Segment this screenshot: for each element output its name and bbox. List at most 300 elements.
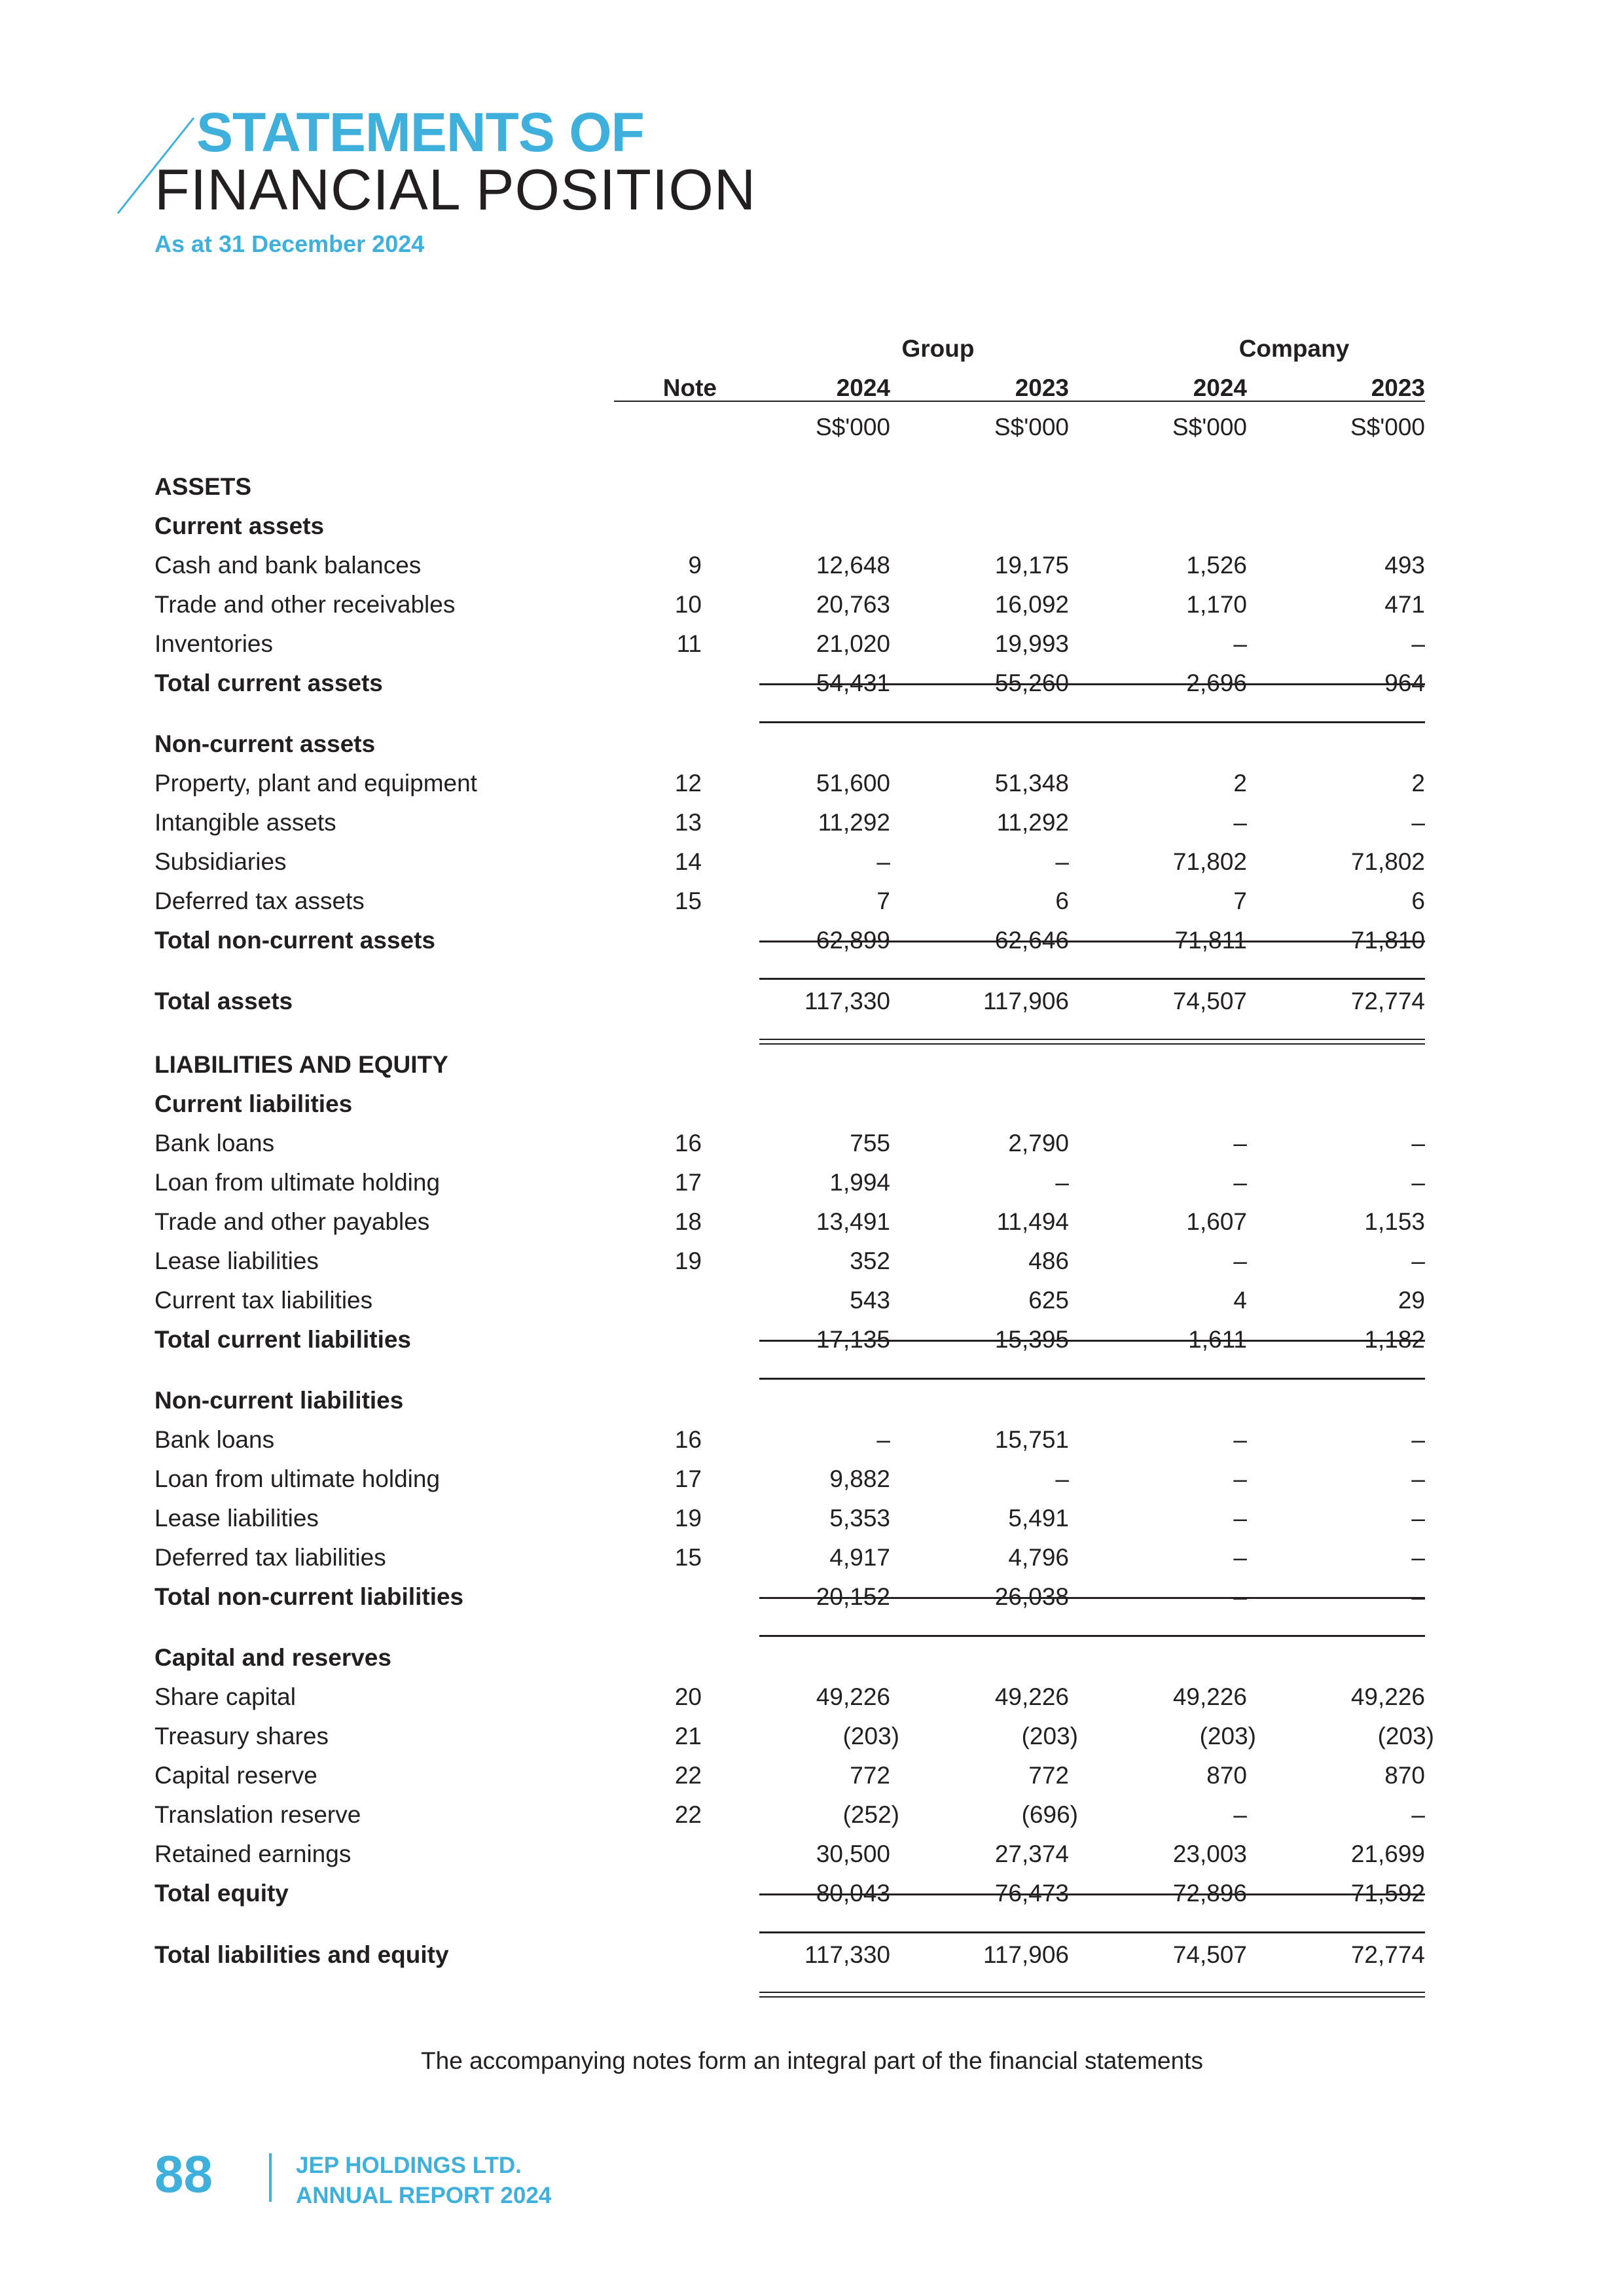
company-2023-value: 6 [1411,888,1425,914]
value-cell [1294,1242,1425,1281]
group-column-header: Group [901,335,975,362]
footnote: The accompanying notes form an integral part of the financial statements [421,2047,1203,2074]
company-2023-value: 471 [1384,591,1425,618]
value-cell [938,842,1069,882]
value-cell [1116,982,1247,1021]
group-2024-value: 5,353 [829,1505,890,1532]
section-heading-row [0,1085,1624,1124]
row-label: Deferred tax liabilities [154,1544,386,1571]
group-2023-value: 117,906 [983,988,1069,1014]
company-2024-value: 74,507 [1172,988,1247,1014]
value-cell [938,1717,1078,1756]
value-cell [1116,1163,1247,1202]
company-2023-value: 21,699 [1350,1840,1425,1867]
value-cell [759,1538,890,1577]
note-cell: 19 [674,1505,702,1532]
group-2024-value: 21,020 [816,630,890,657]
value-cell [759,764,890,803]
row-label: Total current liabilities [154,1326,412,1353]
group-2024-value: 117,330 [804,1941,890,1968]
group-2023-value: (696) [1021,1801,1078,1828]
value-cell [759,1202,890,1242]
group-2024-value: – [876,1426,890,1453]
value-cell [1294,1281,1425,1320]
company-2024-value: 71,802 [1172,848,1247,875]
value-cell [759,1420,890,1460]
row-label: Share capital [154,1683,296,1710]
company-2024-value: – [1233,809,1247,836]
group-2023-value: 27,374 [994,1840,1069,1867]
table-row [0,1460,1624,1499]
company-2024-value: 1,607 [1186,1208,1247,1235]
section-heading-row [0,467,1624,507]
table-row [0,546,1624,585]
company-2023-value: 964 [1384,670,1425,696]
value-cell [938,546,1069,585]
table-row [0,803,1624,842]
value-cell [1294,585,1425,624]
value-cell [1294,624,1425,664]
table-row [0,764,1624,803]
footer-company-block [296,2151,551,2211]
company-2024-value: – [1233,1505,1247,1532]
row-label: Translation reserve [154,1801,361,1828]
note-cell: 16 [674,1426,702,1453]
company-2024-value: 7 [1233,888,1247,914]
total-row [0,1935,1624,1975]
total-rule [759,721,1425,723]
footer-divider [269,2153,272,2202]
total-row [0,982,1624,1021]
note-cell: 14 [674,848,702,875]
value-cell [1116,1420,1247,1460]
row-label: Deferred tax assets [154,888,365,914]
table-row [0,1795,1624,1835]
unit-label: S$'000 [994,414,1069,440]
section-heading: LIABILITIES AND EQUITY [154,1051,448,1078]
group-2023-value: 772 [1028,1762,1069,1789]
group-2024-value: 62,899 [816,927,890,954]
company-2024-value: 71,811 [1174,927,1247,954]
value-cell [759,1717,899,1756]
company-2023-value: 72,774 [1350,988,1425,1014]
row-label: Trade and other receivables [154,591,456,618]
section-heading: Current assets [154,512,325,539]
value-cell [1294,1935,1425,1975]
note-cell: 10 [674,591,702,618]
page-title-line2: FINANCIAL POSITION [154,157,757,222]
company-2024-value: – [1233,1130,1247,1157]
section-heading: Non-current liabilities [154,1387,404,1414]
page-subtitle: As at 31 December 2024 [154,230,425,257]
company-2024-value: 870 [1206,1762,1247,1789]
table-row [0,1420,1624,1460]
total-rule [759,941,1425,942]
column-group-header-row [0,329,1624,368]
value-cell [1116,1717,1256,1756]
value-cell [1294,764,1425,803]
value-cell [1294,842,1425,882]
value-cell [938,1935,1069,1975]
section-heading-row [0,1045,1624,1085]
company-2023-value: 1,153 [1364,1208,1425,1235]
note-cell: 16 [674,1130,702,1157]
group-2024-value: 20,152 [816,1583,890,1610]
value-cell [1294,1460,1425,1499]
group-2024-value: 7 [876,888,890,914]
value-cell [1116,1756,1247,1795]
footer-company-name: JEP HOLDINGS LTD. [296,2153,522,2178]
value-cell [1116,585,1247,624]
row-label: Total equity [154,1880,289,1907]
company-2024-value: 74,507 [1172,1941,1247,1968]
value-cell [1116,764,1247,803]
group-2023-value: 6 [1055,888,1069,914]
value-cell [759,1163,890,1202]
group-2024-value: 51,600 [816,770,890,797]
value-cell [1116,1835,1247,1874]
group-2023-header: 2023 [1015,374,1069,401]
company-column-header: Company [1238,335,1350,362]
group-2023-value: 19,175 [994,552,1069,579]
value-cell [1116,1795,1247,1835]
group-2023-value: 486 [1028,1247,1069,1274]
note-cell: 22 [674,1762,702,1789]
company-2024-value: 1,170 [1186,591,1247,618]
row-label: Capital reserve [154,1762,317,1789]
note-cell: 21 [674,1723,702,1749]
value-cell [1116,842,1247,882]
unit-label: S$'000 [1350,414,1425,440]
company-2024-value: – [1233,1583,1247,1610]
company-2024-value: 23,003 [1172,1840,1247,1867]
company-2023-value: 29 [1398,1287,1425,1314]
value-cell [938,1795,1078,1835]
section-heading: Non-current assets [154,730,376,757]
page-number: 88 [154,2145,213,2203]
table-row [0,1677,1624,1717]
value-cell [759,1677,890,1717]
value-cell [938,1460,1069,1499]
value-cell [1116,1538,1247,1577]
group-2023-value: 5,491 [1008,1505,1069,1532]
row-label: Loan from ultimate holding [154,1465,441,1492]
table-row [0,624,1624,664]
group-2023-value: 51,348 [994,770,1069,797]
group-2023-value: 2,790 [1008,1130,1069,1157]
value-cell [938,1420,1069,1460]
note-column-header: Note [662,374,717,401]
note-cell: 15 [674,888,702,914]
value-cell [938,624,1069,664]
section-heading-row [0,1381,1624,1420]
company-2024-value: 72,896 [1172,1880,1247,1907]
value-cell [1294,546,1425,585]
company-2023-value: 2 [1411,770,1425,797]
row-label: Trade and other payables [154,1208,430,1235]
total-rule [759,978,1425,980]
group-2024-value: 30,500 [816,1840,890,1867]
row-label: Treasury shares [154,1723,329,1749]
company-2024-value: – [1233,1465,1247,1492]
value-cell [938,882,1069,921]
section-heading-row [0,725,1624,764]
value-cell [1116,803,1247,842]
value-cell [938,1281,1069,1320]
row-label: Inventories [154,630,273,657]
table-row [0,1717,1624,1756]
unit-label: S$'000 [815,414,890,440]
row-label: Lease liabilities [154,1247,319,1274]
value-cell [1294,1677,1425,1717]
value-cell [1294,1717,1434,1756]
value-cell [1116,1124,1247,1163]
value-cell [1294,1499,1425,1538]
row-label: Lease liabilities [154,1505,319,1532]
row-label: Current tax liabilities [154,1287,373,1314]
company-2024-value: – [1233,1544,1247,1571]
company-2023-value: – [1411,630,1425,657]
company-2024-value: – [1233,1169,1247,1196]
total-rule [759,1635,1425,1637]
value-cell [759,1124,890,1163]
company-2023-value: 71,802 [1350,848,1425,875]
company-2024-value: 1,526 [1186,552,1247,579]
footer-report-title: ANNUAL REPORT 2024 [296,2183,552,2208]
value-cell [938,1163,1069,1202]
value-cell [759,882,890,921]
total-rule [759,1597,1425,1599]
group-2024-value: 4,917 [829,1544,890,1571]
group-2023-value: – [1055,1169,1069,1196]
table-row [0,585,1624,624]
value-cell [759,546,890,585]
table-row [0,1499,1624,1538]
group-2024-value: 80,043 [816,1880,890,1907]
section-heading-row [0,1638,1624,1677]
double-underline [759,1992,1425,1998]
row-label: Intangible assets [154,809,336,836]
value-cell [759,803,890,842]
company-2023-value: – [1411,1426,1425,1453]
company-2024-value: 2 [1233,770,1247,797]
value-cell [759,842,890,882]
group-2024-value: (203) [842,1723,899,1749]
value-cell [938,1677,1069,1717]
group-2024-value: – [876,848,890,875]
table-row [0,882,1624,921]
row-label: Bank loans [154,1426,275,1453]
group-2024-value: 20,763 [816,591,890,618]
value-cell [759,1756,890,1795]
group-2023-value: 16,092 [994,591,1069,618]
value-cell [1294,803,1425,842]
group-2024-value: 117,330 [804,988,890,1014]
note-cell: 17 [674,1169,702,1196]
value-cell [1116,1202,1247,1242]
value-cell [938,585,1069,624]
value-cell [938,1835,1069,1874]
group-2024-value: 12,648 [816,552,890,579]
table-row [0,1538,1624,1577]
note-cell: 18 [674,1208,702,1235]
group-2024-value: 755 [850,1130,890,1157]
company-2024-value: (203) [1199,1723,1256,1749]
table-row [0,1756,1624,1795]
value-cell [1116,1677,1247,1717]
company-2024-value: 49,226 [1172,1683,1247,1710]
value-cell [1294,1835,1425,1874]
row-label: Total assets [154,988,293,1014]
table-row [0,1281,1624,1320]
value-cell [759,982,890,1021]
group-2023-value: 19,993 [994,630,1069,657]
row-label: Property, plant and equipment [154,770,477,797]
page-title-line1: STATEMENTS OF [196,101,644,163]
value-cell [1294,1756,1425,1795]
group-2023-value: 625 [1028,1287,1069,1314]
value-cell [1294,1202,1425,1242]
company-2023-value: – [1411,1801,1425,1828]
table-row [0,842,1624,882]
value-cell [1294,982,1425,1021]
group-2023-value: – [1055,1465,1069,1492]
value-cell [1116,1499,1247,1538]
value-cell [938,982,1069,1021]
value-cell [759,1499,890,1538]
section-heading: Capital and reserves [154,1644,391,1671]
value-cell [759,585,890,624]
header-rule [614,401,1425,402]
group-2023-value: 117,906 [983,1941,1069,1968]
value-cell [938,1756,1069,1795]
company-2023-value: – [1411,1247,1425,1274]
value-cell [759,1935,890,1975]
value-cell [938,764,1069,803]
value-cell [759,1281,890,1320]
group-2023-value: 26,038 [994,1583,1069,1610]
company-2023-value: 493 [1384,552,1425,579]
table-row [0,1835,1624,1874]
total-rule [759,683,1425,685]
value-cell [1116,546,1247,585]
company-2023-value: 71,592 [1350,1880,1425,1907]
group-2024-value: 9,882 [829,1465,890,1492]
value-cell [1116,1460,1247,1499]
total-rule [759,1893,1425,1895]
company-2024-value: – [1233,630,1247,657]
company-2024-value: – [1233,1247,1247,1274]
value-cell [938,1538,1069,1577]
company-2024-header: 2024 [1193,374,1247,401]
company-2023-value: 870 [1384,1762,1425,1789]
value-cell [759,1242,890,1281]
value-cell [1116,882,1247,921]
group-2024-value: 54,431 [816,670,890,696]
company-2024-value: 4 [1233,1287,1247,1314]
company-2023-value: – [1411,1544,1425,1571]
company-2024-value: – [1233,1801,1247,1828]
value-cell [938,1124,1069,1163]
group-2024-value: 17,135 [816,1326,890,1353]
group-2023-value: 15,751 [994,1426,1069,1453]
company-2023-value: 1,182 [1364,1326,1425,1353]
double-underline [759,1039,1425,1045]
company-2024-value: 1,611 [1188,1326,1247,1353]
group-2024-value: 1,994 [829,1169,890,1196]
value-cell [1294,1795,1425,1835]
value-cell [938,1242,1069,1281]
group-2024-value: 49,226 [816,1683,890,1710]
value-cell [1116,624,1247,664]
company-2023-header: 2023 [1371,374,1425,401]
note-cell: 15 [674,1544,702,1571]
value-cell [1116,1242,1247,1281]
row-label: Bank loans [154,1130,275,1157]
total-rule [759,1378,1425,1380]
row-label: Total non-current liabilities [154,1583,464,1610]
note-cell: 9 [688,552,702,579]
section-heading: Current liabilities [154,1090,353,1117]
value-cell [1294,1163,1425,1202]
note-cell: 19 [674,1247,702,1274]
group-2023-value: (203) [1021,1723,1078,1749]
company-2023-value: – [1411,1465,1425,1492]
value-cell [759,1835,890,1874]
total-rule [759,1340,1425,1342]
note-cell: 17 [674,1465,702,1492]
row-label: Total current assets [154,670,383,696]
company-2023-value: – [1411,809,1425,836]
table-row [0,1163,1624,1202]
value-cell [1116,1935,1247,1975]
group-2024-header: 2024 [836,374,890,401]
group-2023-value: 4,796 [1008,1544,1069,1571]
company-2023-value: – [1411,1169,1425,1196]
group-2023-value: 76,473 [994,1880,1069,1907]
row-label: Total non-current assets [154,927,436,954]
value-cell [1294,882,1425,921]
value-cell [938,1202,1069,1242]
value-cell [759,624,890,664]
group-2023-value: – [1055,848,1069,875]
note-cell: 20 [674,1683,702,1710]
company-2023-value: – [1411,1130,1425,1157]
group-2023-value: 15,395 [994,1326,1069,1353]
group-2024-value: 352 [850,1247,890,1274]
note-cell: 13 [674,809,702,836]
company-2023-value: – [1411,1505,1425,1532]
total-rule [759,1931,1425,1933]
group-2024-value: (252) [842,1801,899,1828]
note-cell: 12 [674,770,702,797]
group-2023-value: 11,494 [996,1208,1069,1235]
row-label: Total liabilities and equity [154,1941,449,1968]
company-2023-value: 72,774 [1350,1941,1425,1968]
table-row [0,1242,1624,1281]
section-heading-row [0,507,1624,546]
row-label: Cash and bank balances [154,552,422,579]
group-2024-value: 11,292 [818,809,890,836]
row-label: Loan from ultimate holding [154,1169,441,1196]
value-cell [1116,1281,1247,1320]
company-2024-value: 2,696 [1186,670,1247,696]
group-2023-value: 62,646 [994,927,1069,954]
value-cell [759,1460,890,1499]
company-2023-value: 71,810 [1350,927,1425,954]
company-2023-value: (203) [1377,1723,1434,1749]
company-2024-value: – [1233,1426,1247,1453]
